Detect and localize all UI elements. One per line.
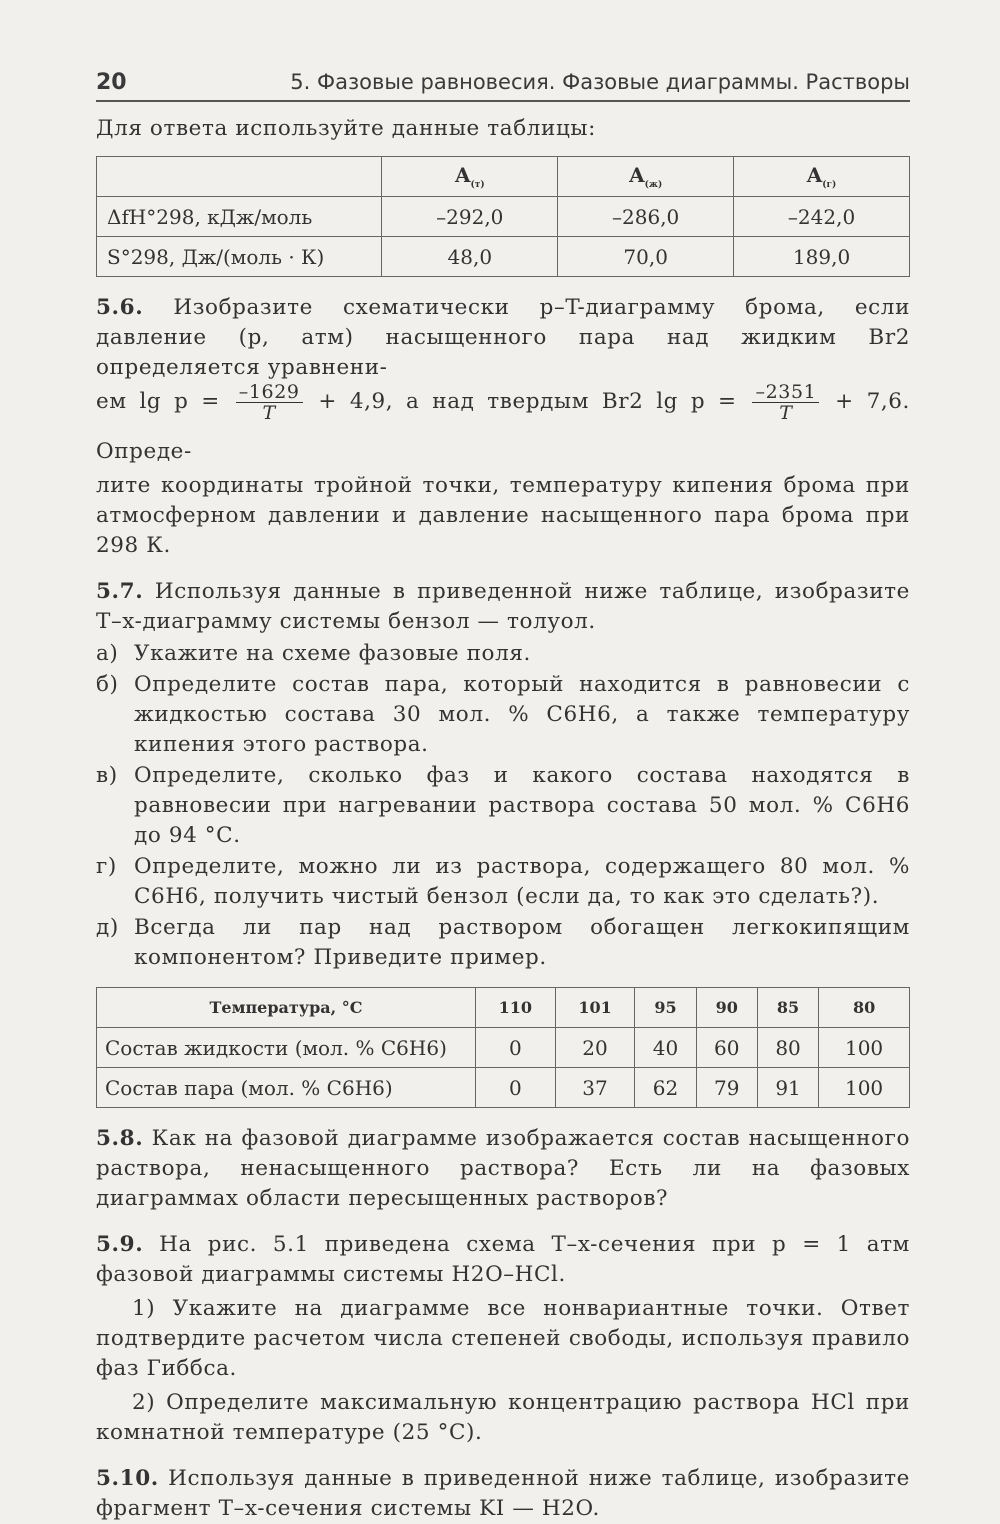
list-item: б) Определите состав пара, который находится в равновесии с жидкостью состава 30 мол. % C6H6, а также температуру кипения этого раствора.: [96, 672, 910, 757]
table-header-row: [97, 988, 910, 1028]
problem-text: лите координаты тройной точки, температуру кипения брома при атмосферном давлении и давление насыщенного пара брома при 298 К.: [96, 473, 910, 558]
problem-text: Как на фазовой диаграмме изображается состав насыщенного раствора, ненасыщенного раствора? Есть ли на фазовых диаграммах области пересыщенных растворов?: [96, 1126, 911, 1211]
phase-liquid-header: $A_{(ж)}$: [558, 157, 734, 197]
problem-5-9: [96, 1230, 910, 1448]
enthalpy-label: ΔfH°298, кДж/моль: [97, 197, 382, 237]
problem-text: Изобразите схематически p–T-диаграмму брома, если давление (p, атм) насыщенного пара над жидким Br2 определяется уравнени-: [96, 295, 910, 380]
liquid-label: Состав жидкости (мол. % C6H6): [97, 1028, 476, 1068]
table-row: [97, 1028, 910, 1068]
fraction-solid: $\frac{-2351}{T}$: [752, 382, 819, 423]
table-cell: 70,0: [558, 237, 734, 277]
subtask: 1) Укажите на диаграмме все нонвариантные точки. Ответ подтвердите расчетом числа степеней свободы, используя правило фаз Гиббса.: [96, 1296, 910, 1381]
page-header: [96, 70, 910, 102]
table-cell: –242,0: [734, 197, 910, 237]
problem-number: 5.6.: [96, 295, 144, 320]
table-cell: –292,0: [382, 197, 558, 237]
problem-5-10: [96, 1464, 910, 1524]
table-cell: 189,0: [734, 237, 910, 277]
entropy-label: S°298, Дж/(моль · К): [97, 237, 382, 277]
list-item: а) Укажите на схеме фазовые поля.: [96, 641, 531, 666]
list-item: в) Определите, сколько фаз и какого состава находятся в равновесии при нагревании раствора состава 50 мол. % C6H6 до 94 °С.: [96, 763, 910, 848]
table-cell: 91: [757, 1068, 818, 1108]
page-number: 20: [96, 70, 127, 95]
problem-text: Используя данные в приведенной ниже таблице, изобразите T–x-диаграмму системы бензол — толуол.: [96, 579, 910, 634]
table-cell: 110: [476, 988, 556, 1028]
table-cell: 62: [635, 1068, 696, 1108]
table-cell: 60: [696, 1028, 757, 1068]
problem-text: Используя данные в приведенной ниже таблице, изобразите фрагмент T–x-сечения системы KI — H2O.: [96, 1466, 910, 1521]
table-row: [97, 237, 910, 277]
table-cell: 0: [476, 1028, 556, 1068]
table-cell: 101: [555, 988, 635, 1028]
temperature-header: Температура, °С: [97, 988, 476, 1028]
running-title: 5. Фазовые равновесия. Фазовые диаграммы. Растворы: [290, 70, 910, 94]
problem-5-7: [96, 577, 910, 973]
table-cell: 85: [757, 988, 818, 1028]
table-cell: 37: [555, 1068, 635, 1108]
problem-number: 5.9.: [96, 1232, 144, 1257]
table-cell: 90: [696, 988, 757, 1028]
problem-number: 5.10.: [96, 1466, 159, 1491]
phase-gas-header: $A_{(г)}$: [734, 157, 910, 197]
phase-solid-header: $A_{(т)}$: [382, 157, 558, 197]
table-cell: 95: [635, 988, 696, 1028]
table-cell: 80: [819, 988, 910, 1028]
fraction-liquid: $\frac{-1629}{T}$: [236, 382, 303, 423]
table-cell: –286,0: [558, 197, 734, 237]
list-item: г) Определите, можно ли из раствора, содержащего 80 мол. % C6H6, получить чистый бензол (если да, то как это сделать?).: [96, 854, 910, 909]
table-cell: 80: [757, 1028, 818, 1068]
table-cell: 48,0: [382, 237, 558, 277]
table-row: [97, 1068, 910, 1108]
vapor-label: Состав пара (мол. % C6H6): [97, 1068, 476, 1108]
equation-line: ем lg p = $\frac{-1629}{T}$ + 4,9, а над твердым Br2 lg p = $\frac{-2351}{T}$ + 7,6. Опреде-: [96, 380, 910, 464]
benzene-toluene-table: [96, 987, 910, 1108]
problem-5-8: [96, 1124, 910, 1214]
table-row: [97, 197, 910, 237]
table-cell: 100: [819, 1028, 910, 1068]
list-item: д) Всегда ли пар над раствором обогащен легкокипящим компонентом? Приведите пример.: [96, 915, 910, 970]
thermo-table: [96, 156, 910, 277]
table-header-row: [97, 157, 910, 197]
table-cell: 20: [555, 1028, 635, 1068]
table-cell: 100: [819, 1068, 910, 1108]
subtask: 2) Определите максимальную концентрацию раствора HCl при комнатной температуре (25 °С).: [96, 1390, 910, 1445]
subtask-list: [96, 639, 910, 973]
table-cell: 40: [635, 1028, 696, 1068]
problem-text: На рис. 5.1 приведена схема T–x-сечения при p = 1 атм фазовой диаграммы системы H2O–HCl.: [96, 1232, 910, 1287]
textbook-page: [96, 70, 910, 1524]
table-corner-cell: [97, 157, 382, 197]
table-cell: 0: [476, 1068, 556, 1108]
problem-number: 5.8.: [96, 1126, 144, 1151]
problem-number: 5.7.: [96, 579, 144, 604]
table-intro: Для ответа используйте данные таблицы:: [96, 116, 596, 141]
problem-5-6: [96, 293, 910, 561]
table-cell: 79: [696, 1068, 757, 1108]
